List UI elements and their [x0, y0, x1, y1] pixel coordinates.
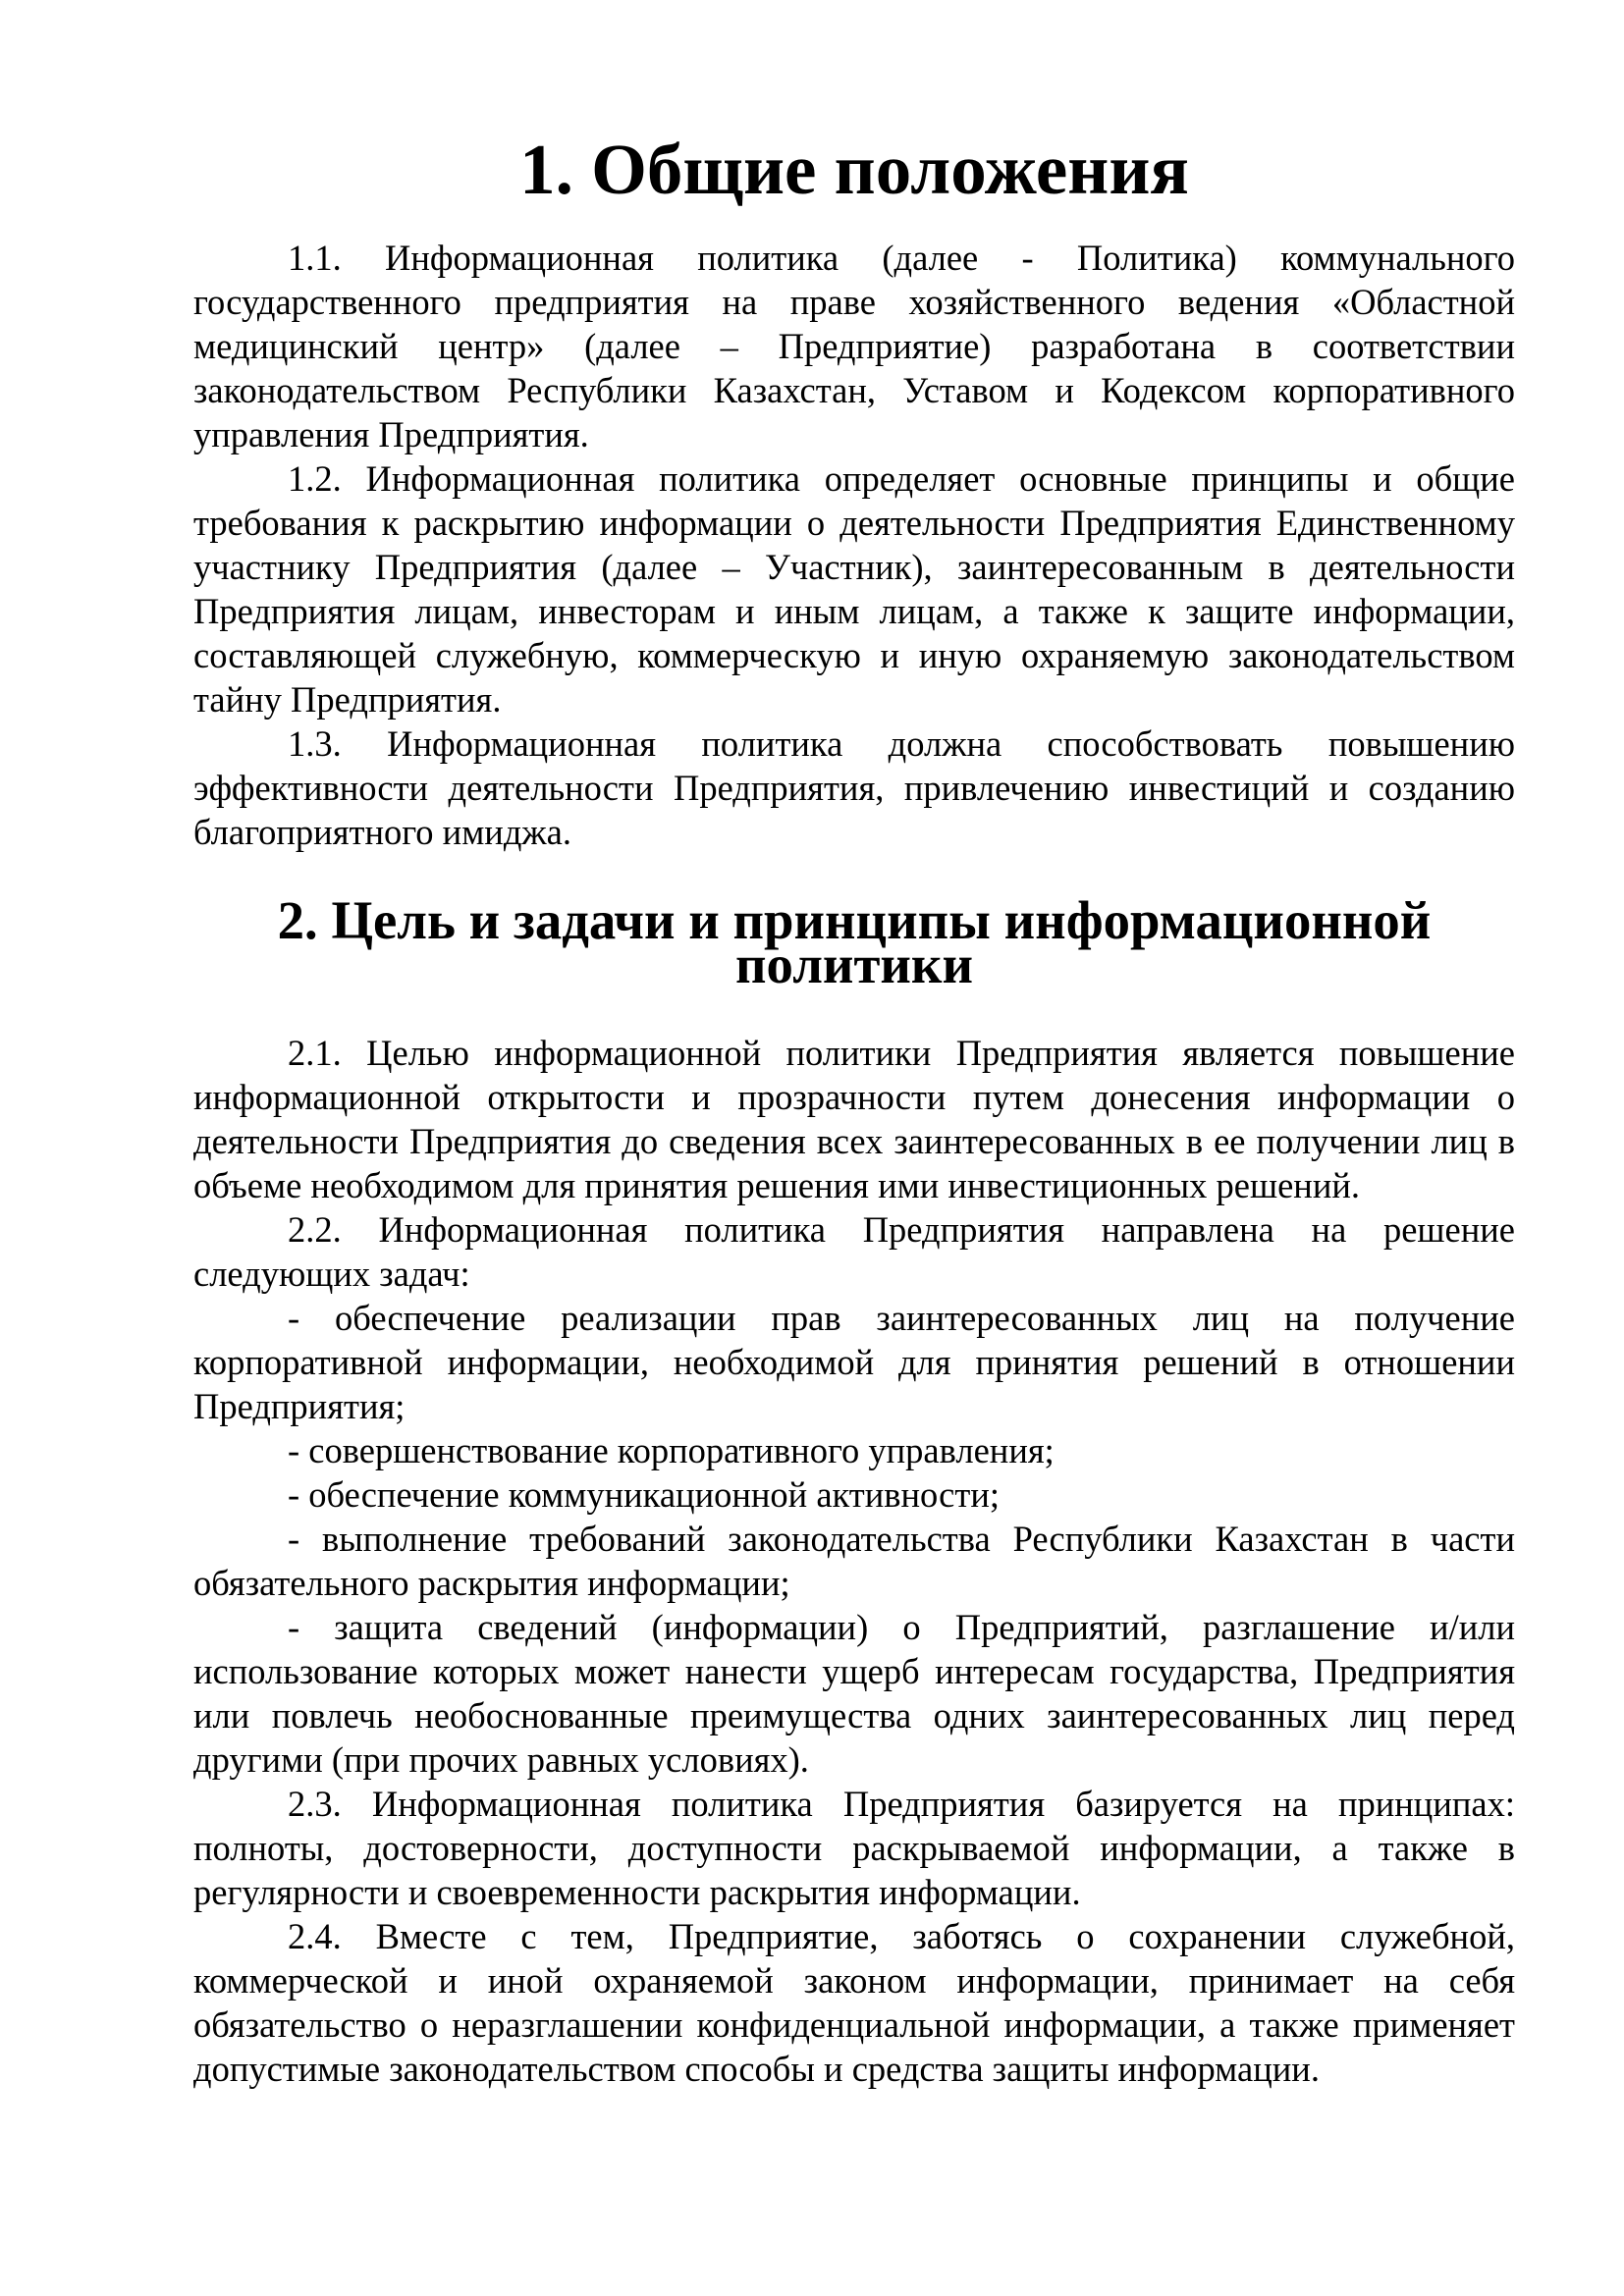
list-item-rights: - обеспечение реализации прав заинтересованных лиц на получение корпоративной информации, необходимой для принятия решений в отношении Предприятия; — [193, 1298, 1515, 1426]
list-item-governance: - совершенствование корпоративного управления; — [288, 1430, 1055, 1470]
paragraph-1-2: 1.2. Информационная политика определяет основные принципы и общие требования к раскрытию информации о деятельности Предприятия Единственному участнику Предприятия (далее – Участник), заинтересованным в деятельности Предприятия лицам, инвесторам и иным лицам, а также к защите информации, составляющей служебную, коммерческую и иную охраняемую законодательством тайну Предприятия. — [193, 458, 1515, 720]
section-1-heading: 1. Общие положения — [519, 130, 1189, 209]
paragraph-2-1: 2.1. Целью информационной политики Предприятия является повышение информационной открытости и прозрачности путем донесения информации о деятельности Предприятия до сведения всех заинтересованных в ее получении лиц в объеме необходимом для принятия решения ими инвестиционных решений. — [193, 1033, 1515, 1205]
document-page — [193, 130, 1515, 2091]
list-item-communication: - обеспечение коммуникационной активности; — [288, 1474, 1001, 1515]
paragraph-1-1: 1.1. Информационная политика (далее - Политика) коммунального государственного предприятия на праве хозяйственного ведения «Областной медицинский центр» (далее – Предприятие) разработана в соответствии законодательством Республики Казахстан, Уставом и Кодексом корпоративного управления Предприятия. — [193, 238, 1515, 454]
paragraph-2-4: 2.4. Вместе с тем, Предприятие, заботясь о сохранении служебной, коммерческой и иной охраняемой законом информации, принимает на себя обязательство о неразглашении конфиденциальной информации, а также применяет допустимые законодательством способы и средства защиты информации. — [193, 1916, 1515, 2089]
section-2-heading: 2. Цель и задачи и принципы информационной политики — [277, 890, 1432, 994]
list-item-legislation: - выполнение требований законодательства Республики Казахстан в части обязательного раскрытия информации; — [193, 1519, 1515, 1603]
paragraph-2-2: 2.2. Информационная политика Предприятия направлена на решение следующих задач: — [193, 1209, 1515, 1294]
paragraph-2-3: 2.3. Информационная политика Предприятия базируется на принципах: полноты, достоверности, доступности раскрываемой информации, а также в регулярности и своевременности раскрытия информации. — [193, 1784, 1515, 1912]
list-item-protection: - защита сведений (информации) о Предприятий, разглашение и/или использование которых может нанести ущерб интересам государства, Предприятия или повлечь необоснованные преимущества одних заинтересованных лиц перед другими (при прочих равных условиях). — [193, 1607, 1515, 1780]
paragraph-1-3: 1.3. Информационная политика должна способствовать повышению эффективности деятельности Предприятия, привлечению инвестиций и созданию благоприятного имиджа. — [193, 723, 1515, 852]
